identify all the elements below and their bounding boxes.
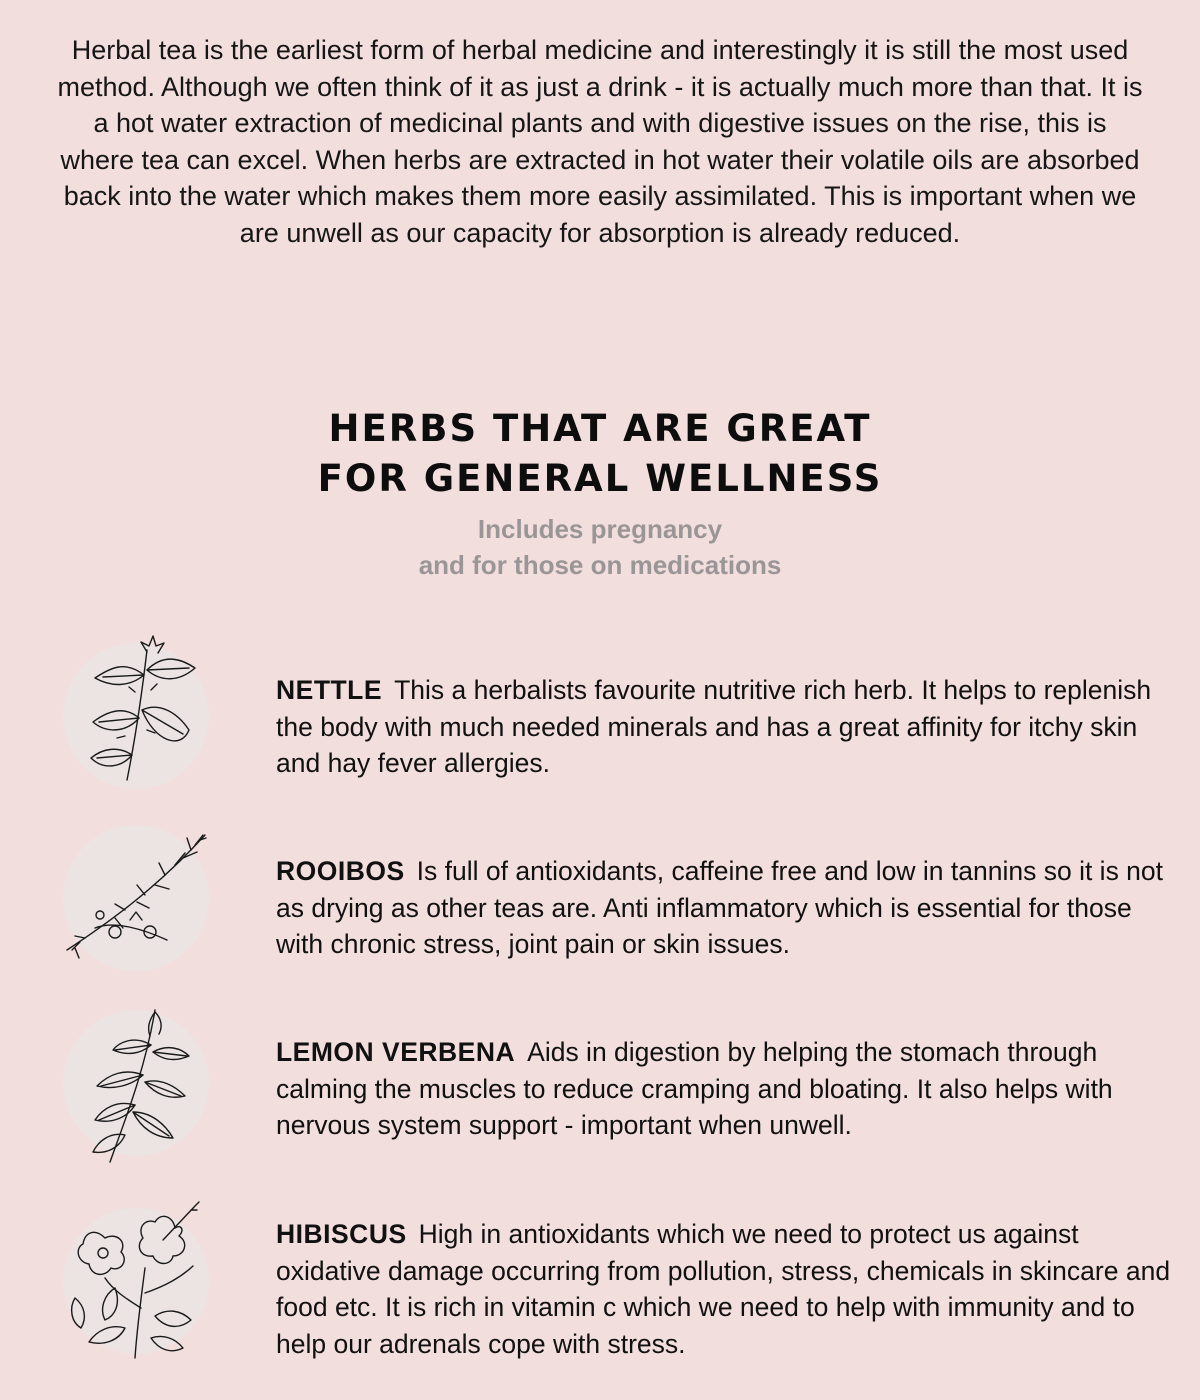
- section-subheading-line-1: Includes pregnancy: [477, 514, 723, 544]
- intro-paragraph: Herbal tea is the earliest form of herbal medicine and interestingly it is still the most used method. Although we often think of it as just a drink - it is actually much more than that. It is a hot water extraction of medicinal plants and with digestive issues on the rise, this is where tea can excel. When herbs are extracted in hot water their volatile oils are absorbed back into the water which makes them more easily assimilated. This is important when we are unwell as our capacity for absorption is already reduced.: [57, 35, 1143, 248]
- herb-text: High in antioxidants which we need to protect us against oxidative damage occurring from pollution, stress, chemicals in skincare and food etc. It is rich in vitamin c which we need to help with immunity and to help our adrenals cope with stress.: [276, 1219, 1171, 1359]
- section-heading-line-1: HERBS THAT ARE GREAT: [328, 407, 872, 450]
- section-heading-line-2: FOR GENERAL WELLNESS: [317, 457, 883, 500]
- herb-item-nettle: [0, 630, 1200, 800]
- section-subheading: [0, 511, 1200, 583]
- hibiscus-illustration-icon: [55, 1198, 220, 1363]
- herb-name: ROOIBOS: [276, 856, 405, 886]
- rooibos-illustration-icon: [55, 820, 220, 985]
- herb-item-lemon-verbena: [0, 1000, 1200, 1170]
- nettle-illustration-icon: [55, 630, 220, 795]
- herb-text: This a herbalists favourite nutritive rich herb. It helps to replenish the body with much needed minerals and has a great affinity for itchy skin and hay fever allergies.: [276, 675, 1152, 778]
- herb-name: LEMON VERBENA: [276, 1037, 516, 1067]
- lemon-verbena-illustration-icon: [55, 1000, 220, 1165]
- herb-description: [276, 1034, 1171, 1144]
- section-heading: [0, 404, 1200, 504]
- herb-text: Is full of antioxidants, caffeine free and low in tannins so it is not as drying as other teas are. Anti inflammatory which is essential for those with chronic stress, joint pain or skin issues.: [276, 856, 1164, 959]
- herb-name: HIBISCUS: [276, 1219, 407, 1249]
- section-subheading-line-2: and for those on medications: [418, 550, 782, 580]
- herb-description: [276, 1216, 1171, 1362]
- herb-text: Aids in digestion by helping the stomach through calming the muscles to reduce cramping and bloating. It also helps with nervous system support - important when unwell.: [276, 1037, 1113, 1140]
- herb-description: [276, 672, 1171, 782]
- herb-description: [276, 853, 1171, 963]
- herb-item-rooibos: [0, 820, 1200, 980]
- herb-item-hibiscus: [0, 1190, 1200, 1380]
- herb-name: NETTLE: [276, 675, 383, 705]
